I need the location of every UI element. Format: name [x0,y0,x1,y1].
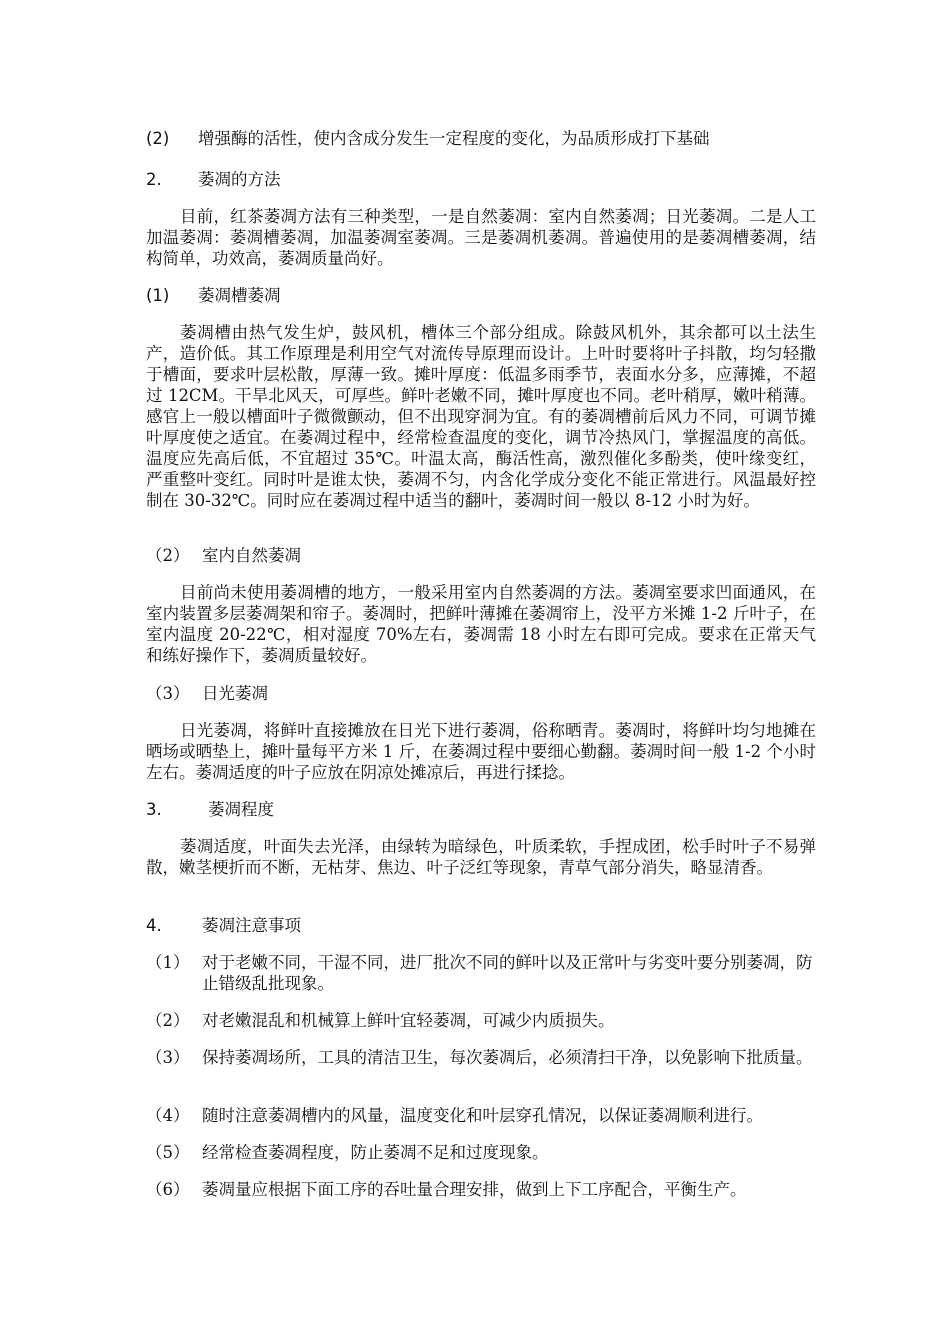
subsection-heading-trough [146,285,816,306]
list-item [146,952,816,994]
list-text: 保持萎凋场所，工具的清洁卫生，每次萎凋后，必须清扫干净，以免影响下批质量。 [202,1048,813,1067]
list-number: （5） [146,1143,190,1162]
list-number: （4） [146,1106,190,1125]
subsection-title: 萎凋槽萎凋 [198,286,281,305]
section-heading-2 [146,169,816,190]
list-text: 对于老嫩不同，干湿不同，进厂批次不同的鲜叶以及正常叶与劣变叶要分别萎凋，防止错级乱批现象。 [202,953,813,993]
paragraph-trough-withering: 萎凋槽由热气发生炉，鼓风机，槽体三个部分组成。除鼓风机外，其余都可以土法生产，造价低。其工作原理是利用空气对流传导原理而设计。上叶时要将叶子抖散，均匀轻撒于槽面，要求叶层松散，厚薄一致。摊叶厚度：低温多雨季节，表面水分多，应薄摊，不超过 12CM。干旱北风天，可厚些。鲜叶老嫩不同，摊叶厚度也不同。老叶稍厚，嫩叶稍薄。感官上一般以槽面叶子微微颤动，但不出现穿洞为宜。有的萎凋槽前后风力不同，可调节摊叶厚度使之适宜。在萎凋过程中，经常检查温度的变化，调节冷热风门，掌握温度的高低。温度应先高后低，不宜超过 35℃。叶温太高，酶活性高，激烈催化多酚类，使叶缘变红，严重整叶变红。同时叶是谁太快，萎凋不匀，内含化学成分变化不能正常进行。风温最好控制在 30-32℃。同时应在萎凋过程中适当的翻叶，萎凋时间一般以 8-12 小时为好。 [146,323,816,510]
list-text: 经常检查萎凋程度，防止萎凋不足和过度现象。 [202,1143,549,1162]
subsection-title: 日光萎凋 [202,684,268,703]
list-number: （3） [146,1048,190,1067]
list-text: 萎凋量应根据下面工序的吞吐量合理安排，做到上下工序配合，平衡生产。 [202,1180,747,1199]
section-title: 萎凋程度 [208,800,274,819]
section-number: 4. [146,916,162,935]
list-item [146,1142,816,1163]
paragraph-sunlight-withering: 日光萎凋，将鲜叶直接摊放在日光下进行萎凋，俗称晒青。萎凋时，将鲜叶均匀地摊在晒场或晒垫上，摊叶量每平方米 1 斤，在萎凋过程中要细心勤翻。萎凋时间一般 1-2 个小时左右。萎凋适度的叶子应放在阴凉处摊凉后，再进行揉捻。 [146,721,816,782]
list-item [146,1179,816,1200]
list-number: (2) [146,129,170,148]
list-item-enzyme-activity [146,128,816,149]
list-number: （6） [146,1180,190,1199]
subsection-title: 室内自然萎凋 [202,546,301,565]
list-text: 随时注意萎凋槽内的风量，温度变化和叶层穿孔情况，以保证萎凋顺利进行。 [202,1106,763,1125]
paragraph-methods-overview: 目前，红茶萎凋方法有三种类型，一是自然萎凋：室内自然萎凋；日光萎凋。二是人工加温萎凋：萎凋槽萎凋，加温萎凋室萎凋。三是萎凋机萎凋。普遍使用的是萎凋槽萎凋，结构简单，功效高，萎凋质量尚好。 [146,207,816,268]
section-number: 2. [146,170,162,189]
list-number: （1） [146,953,190,972]
paragraph-withering-degree: 萎凋适度，叶面失去光泽，由绿转为暗绿色，叶质柔软，手捏成团，松手时叶子不易弹散，嫩茎梗折而不断，无枯芽、焦边、叶子泛红等现象，青草气部分消失，略显清香。 [146,837,816,877]
list-item [146,1010,816,1031]
subsection-heading-indoor [146,545,816,566]
section-number: 3. [146,800,162,819]
section-heading-4 [146,915,816,936]
list-number: （2） [146,1011,190,1030]
subsection-number: (1) [146,286,170,305]
list-text: 对老嫩混乱和机械算上鲜叶宜轻萎凋，可减少内质损失。 [202,1011,615,1030]
list-item [146,1047,816,1068]
subsection-heading-sunlight [146,683,816,704]
section-heading-3 [146,799,816,820]
list-item [146,1105,816,1126]
list-text: 增强酶的活性，使内含成分发生一定程度的变化，为品质形成打下基础 [198,129,710,148]
subsection-number: （3） [146,684,190,703]
section-title: 萎凋的方法 [198,170,281,189]
subsection-number: （2） [146,546,190,565]
section-title: 萎凋注意事项 [202,916,301,935]
paragraph-indoor-withering: 目前尚未使用萎凋槽的地方，一般采用室内自然萎凋的方法。萎凋室要求凹面通风，在室内装置多层萎凋架和帘子。萎凋时，把鲜叶薄摊在萎凋帘上，没平方米摊 1-2 斤叶子，在室内温度 20-22℃，相对湿度 70%左右，萎凋需 18 小时左右即可完成。要求在正常天气和练好操作下，萎凋质量较好。 [146,583,816,665]
